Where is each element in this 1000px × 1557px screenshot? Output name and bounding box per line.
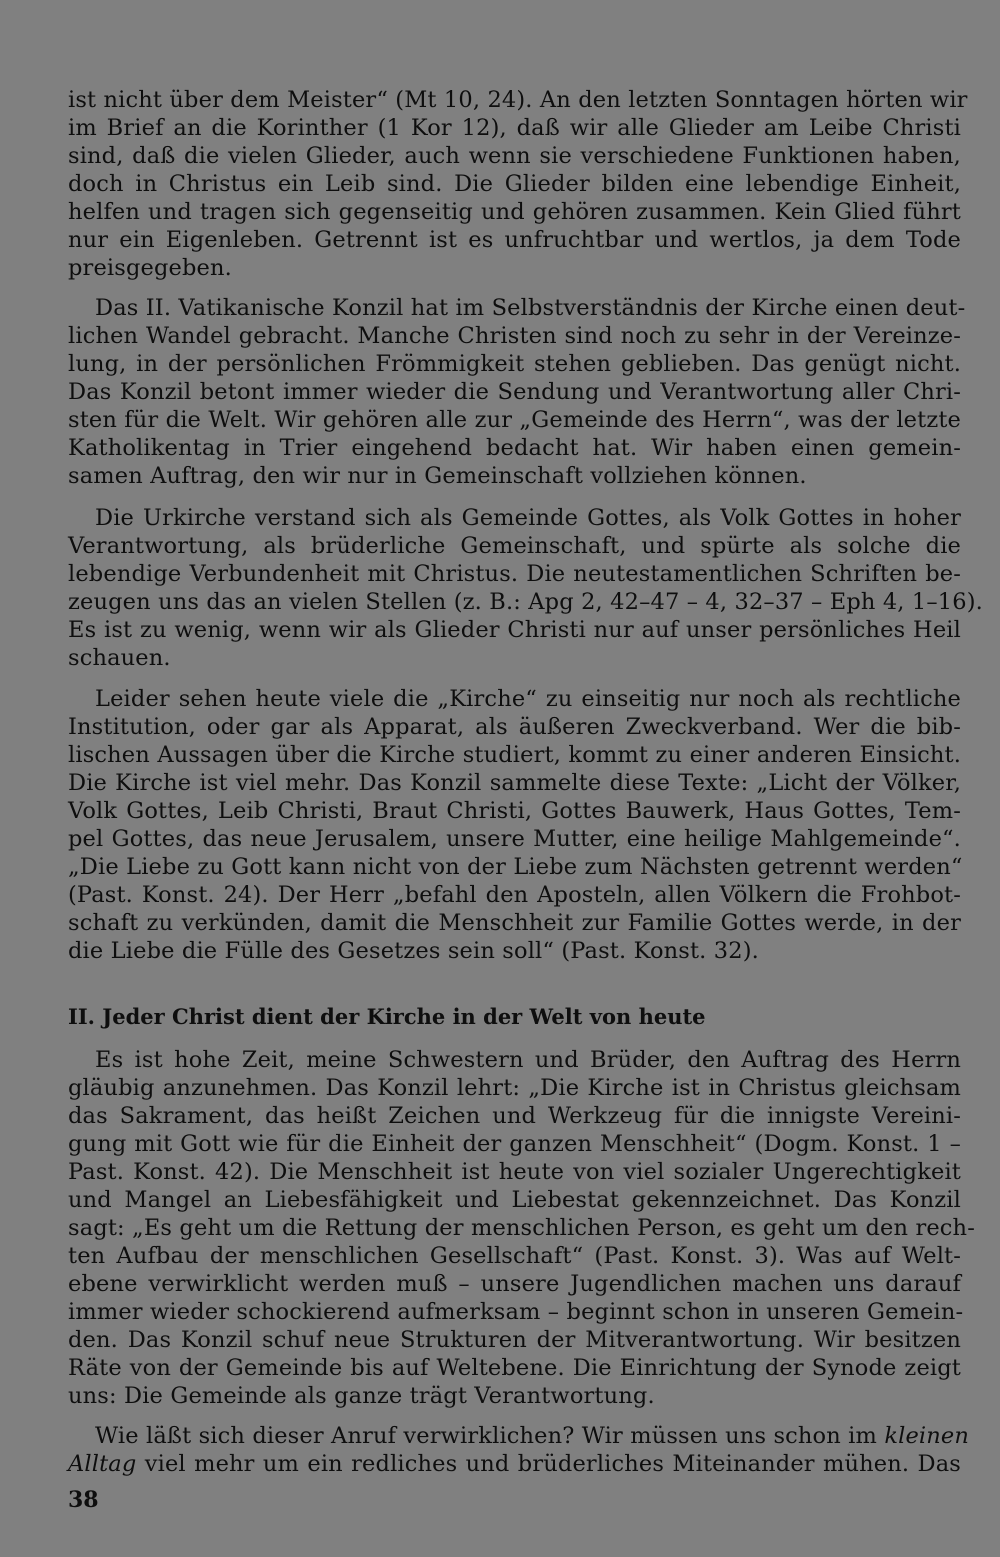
- text-line: Die Kirche ist viel mehr. Das Konzil sammelte diese Texte: „Licht der Völker,: [68, 770, 961, 796]
- text-line: die Liebe die Fülle des Gesetzes sein soll“ (Past. Konst. 32).: [68, 938, 759, 964]
- text-line: [95, 1422, 970, 1450]
- text-line: [68, 1450, 961, 1478]
- text-line: Leider sehen heute viele die „Kirche“ zu einseitig nur noch als rechtliche: [95, 686, 961, 712]
- text-line: zeugen uns das an vielen Stellen (z. B.: Apg 2, 42–47 – 4, 32–37 – Eph 4, 1–16).: [68, 589, 983, 615]
- text-line: Verantwortung, als brüderliche Gemeinschaft, und spürte als solche die: [68, 533, 961, 559]
- text-line: Volk Gottes, Leib Christi, Braut Christi, Gottes Bauwerk, Haus Gottes, Tem-: [68, 798, 961, 824]
- text-span: Wie läßt sich dieser Anruf verwirklichen? Wir müssen uns schon im: [95, 1423, 885, 1449]
- text-line: schauen.: [68, 645, 171, 671]
- text-line: Past. Konst. 42). Die Menschheit ist heute von viel sozialer Ungerechtigkeit: [68, 1159, 961, 1185]
- text-line: ist nicht über dem Meister“ (Mt 10, 24). An den letzten Sonntagen hörten wir: [68, 87, 968, 113]
- text-line: schaft zu verkünden, damit die Menschheit zur Familie Gottes werde, in der: [68, 910, 961, 936]
- text-line: sind, daß die vielen Glieder, auch wenn sie verschiedene Funktionen haben,: [68, 143, 961, 169]
- text-line: Das Konzil betont immer wieder die Sendung und Verantwortung aller Chri-: [68, 379, 961, 405]
- text-line: (Past. Konst. 24). Der Herr „befahl den Aposteln, allen Völkern die Frohbot-: [68, 882, 961, 908]
- text-line: helfen und tragen sich gegenseitig und gehören zusammen. Kein Glied führt: [68, 199, 961, 225]
- section-heading: II. Jeder Christ dient der Kirche in der Welt von heute: [68, 1004, 706, 1029]
- text-line: im Brief an die Korinther (1 Kor 12), daß wir alle Glieder am Leibe Christi: [68, 115, 961, 141]
- text-line: Die Urkirche verstand sich als Gemeinde Gottes, als Volk Gottes in hoher: [95, 505, 961, 531]
- text-line: Institution, oder gar als Apparat, als äußeren Zweckverband. Wer die bib-: [68, 714, 961, 740]
- text-line: doch in Christus ein Leib sind. Die Glieder bilden eine lebendige Einheit,: [68, 171, 961, 197]
- text-line: Das II. Vatikanische Konzil hat im Selbstverständnis der Kirche einen deut-: [95, 295, 966, 321]
- text-line: Räte von der Gemeinde bis auf Weltebene. Die Einrichtung der Synode zeigt: [68, 1355, 961, 1381]
- text-line: sagt: „Es geht um die Rettung der menschlichen Person, es geht um den rech-: [68, 1215, 975, 1241]
- text-line: immer wieder schockierend aufmerksam – beginnt schon in unseren Gemein-: [68, 1299, 964, 1325]
- text-line: ten Aufbau der menschlichen Gesellschaft“ (Past. Konst. 3). Was auf Welt-: [68, 1243, 961, 1269]
- text-line: samen Auftrag, den wir nur in Gemeinschaft vollziehen können.: [68, 463, 807, 489]
- text-line: uns: Die Gemeinde als ganze trägt Verantwortung.: [68, 1383, 655, 1409]
- text-line: das Sakrament, das heißt Zeichen und Werkzeug für die innigste Vereini-: [68, 1103, 961, 1129]
- text-line: sten für die Welt. Wir gehören alle zur „Gemeinde des Herrn“, was der letzte: [68, 407, 961, 433]
- text-line: gung mit Gott wie für die Einheit der ganzen Menschheit“ (Dogm. Konst. 1 –: [68, 1131, 961, 1157]
- text-line: „Die Liebe zu Gott kann nicht von der Liebe zum Nächsten getrennt werden“: [68, 854, 963, 880]
- italic-span: kleinen: [884, 1423, 970, 1449]
- text-line: und Mangel an Liebesfähigkeit und Liebestat gekennzeichnet. Das Konzil: [68, 1187, 961, 1213]
- text-line: lung, in der persönlichen Frömmigkeit stehen geblieben. Das genügt nicht.: [68, 351, 961, 377]
- page-number: 38: [68, 1487, 99, 1513]
- text-span: viel mehr um ein redliches und brüderliches Miteinander mühen. Das: [136, 1451, 961, 1477]
- text-line: nur ein Eigenleben. Getrennt ist es unfruchtbar und wertlos, ja dem Tode: [68, 227, 961, 253]
- text-line: Es ist hohe Zeit, meine Schwestern und Brüder, den Auftrag des Herrn: [95, 1047, 961, 1073]
- text-line: gläubig anzunehmen. Das Konzil lehrt: „Die Kirche ist in Christus gleichsam: [68, 1075, 961, 1101]
- text-line: lichen Wandel gebracht. Manche Christen sind noch zu sehr in der Vereinze-: [68, 323, 961, 349]
- text-line: ebene verwirklicht werden muß – unsere Jugendlichen machen uns darauf: [68, 1271, 961, 1297]
- text-line: den. Das Konzil schuf neue Strukturen der Mitverantwortung. Wir besitzen: [68, 1327, 961, 1353]
- text-line: preisgegeben.: [68, 255, 232, 281]
- text-line: lischen Aussagen über die Kirche studiert, kommt zu einer anderen Einsicht.: [68, 742, 961, 768]
- italic-span: Alltag: [68, 1451, 137, 1477]
- text-line: Es ist zu wenig, wenn wir als Glieder Christi nur auf unser persönliches Heil: [68, 617, 961, 643]
- text-line: lebendige Verbundenheit mit Christus. Die neutestamentlichen Schriften be-: [68, 561, 961, 587]
- text-line: Katholikentag in Trier eingehend bedacht hat. Wir haben einen gemein-: [68, 435, 961, 461]
- text-line: pel Gottes, das neue Jerusalem, unsere Mutter, eine heilige Mahlgemeinde“.: [68, 826, 961, 852]
